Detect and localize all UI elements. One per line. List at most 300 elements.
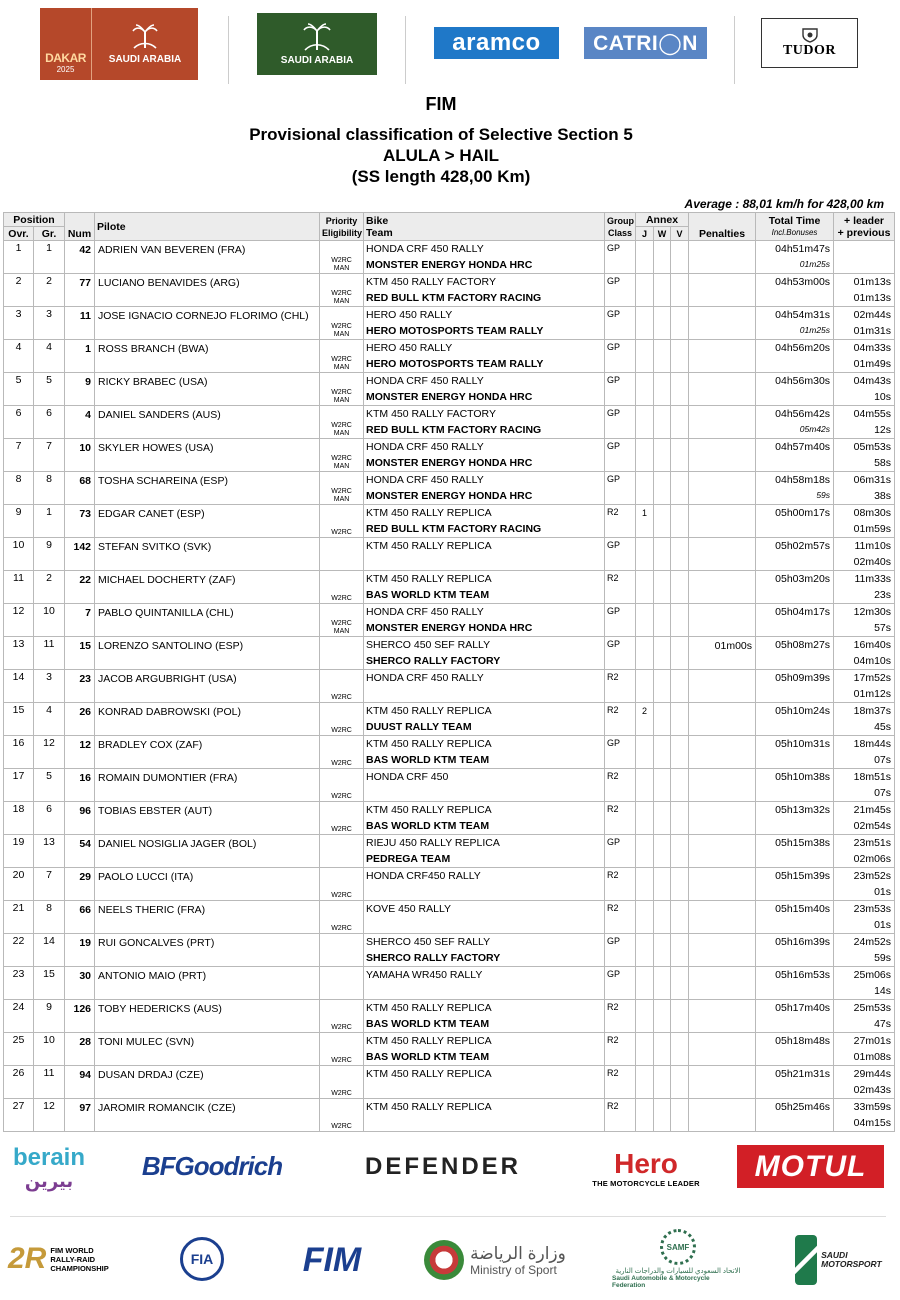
- group-class: GP: [605, 637, 636, 670]
- gr-header: Gr.: [34, 227, 65, 241]
- annex-j: [636, 604, 654, 637]
- bike-model: HONDA CRF 450 RALLY: [366, 441, 484, 453]
- gap-to-leader: 04m33s: [853, 342, 892, 354]
- gap-to-previous: 47s: [874, 1018, 892, 1030]
- total-time: 04h53m00s: [775, 276, 831, 288]
- team-name: BAS WORLD KTM TEAM: [366, 589, 490, 601]
- tudor-logo-word: TUDOR: [782, 43, 837, 58]
- group-position: 8: [34, 901, 65, 934]
- annex-j: [636, 571, 654, 604]
- defender-logo: DEFENDER: [364, 1153, 521, 1180]
- group-position: 2: [34, 571, 65, 604]
- race-number: 126: [65, 1000, 95, 1033]
- gap-cell: [834, 769, 895, 802]
- table-row: [4, 670, 895, 703]
- gap-to-previous: 07s: [874, 787, 892, 799]
- table-row: [4, 769, 895, 802]
- overall-position: 2: [4, 274, 34, 307]
- bike-model: KTM 450 RALLY REPLICA: [366, 1002, 492, 1014]
- total-time-cell: [756, 406, 834, 439]
- race-number: 29: [65, 868, 95, 901]
- gap-to-leader: 23m51s: [853, 837, 892, 849]
- eligibility-code: MAN: [333, 495, 350, 503]
- bike-team-cell: [364, 736, 605, 769]
- gap-cell: [834, 1066, 895, 1099]
- priority-eligibility: [320, 637, 364, 670]
- race-number: 4: [65, 406, 95, 439]
- total-time-cell: [756, 241, 834, 274]
- priority-eligibility: [320, 868, 364, 901]
- total-time-cell: [756, 1000, 834, 1033]
- race-number: 22: [65, 571, 95, 604]
- gap-to-previous: 02m43s: [853, 1084, 892, 1096]
- previous-gap-label: + previous: [837, 226, 891, 239]
- priority-code: W2RC: [331, 1023, 352, 1031]
- overall-position: 5: [4, 373, 34, 406]
- group-class-header: [605, 213, 636, 241]
- gap-to-leader: 33m59s: [853, 1101, 892, 1113]
- total-time-cell: [756, 802, 834, 835]
- bike-team-cell: [364, 868, 605, 901]
- annex-v: [671, 868, 689, 901]
- gap-cell: [834, 538, 895, 571]
- priority-eligibility: [320, 967, 364, 1000]
- priority-eligibility: [320, 406, 364, 439]
- penalties: [689, 670, 756, 703]
- gap-cell: [834, 604, 895, 637]
- tudor-logo: [761, 18, 858, 68]
- total-time: 05h15m40s: [775, 903, 831, 915]
- annex-w: [654, 373, 671, 406]
- eligibility-code: MAN: [333, 462, 350, 470]
- gap-to-leader: 27m01s: [853, 1035, 892, 1047]
- group-class: GP: [605, 406, 636, 439]
- gap-cell: [834, 274, 895, 307]
- gap-header: [834, 213, 895, 241]
- overall-position: 9: [4, 505, 34, 538]
- race-number: 54: [65, 835, 95, 868]
- table-row: [4, 274, 895, 307]
- hero-logo: [592, 1140, 700, 1196]
- overall-position: 18: [4, 802, 34, 835]
- overall-position: 23: [4, 967, 34, 1000]
- eligibility-code: MAN: [333, 627, 350, 635]
- bonus-time: 05m42s: [799, 424, 831, 434]
- group-class: R2: [605, 868, 636, 901]
- group-position: 11: [34, 1066, 65, 1099]
- priority-eligibility: [320, 835, 364, 868]
- logo-divider: [228, 16, 229, 84]
- bike-model: KTM 450 RALLY REPLICA: [366, 1101, 492, 1113]
- annex-w: [654, 472, 671, 505]
- gap-to-previous: 58s: [874, 457, 892, 469]
- annex-w: [654, 703, 671, 736]
- bike-team-header: [364, 213, 605, 241]
- gap-to-leader: 04m43s: [853, 375, 892, 387]
- bike-team-cell: [364, 538, 605, 571]
- total-time: 05h10m24s: [775, 705, 831, 717]
- penalties: [689, 1066, 756, 1099]
- rally-raid-logo-text: FIM WORLD RALLY-RAID CHAMPIONSHIP: [50, 1245, 109, 1273]
- total-time: 05h04m17s: [775, 606, 831, 618]
- priority-eligibility: [320, 1000, 364, 1033]
- gap-to-leader: 12m30s: [853, 606, 892, 618]
- overall-position: 19: [4, 835, 34, 868]
- bike-team-cell: [364, 835, 605, 868]
- eligibility-code: MAN: [333, 297, 350, 305]
- annex-j: [636, 241, 654, 274]
- pilot-name: PABLO QUINTANILLA (CHL): [95, 604, 320, 637]
- total-time-cell: [756, 637, 834, 670]
- table-row: [4, 736, 895, 769]
- annex-j-header: J: [636, 227, 654, 241]
- bike-team-cell: [364, 604, 605, 637]
- gap-cell: [834, 637, 895, 670]
- ministry-emblem-icon: [424, 1240, 464, 1280]
- gap-to-previous: 02m54s: [853, 820, 892, 832]
- federation-logo-row: [0, 1222, 900, 1294]
- bonuses-label: Incl.Bonuses: [771, 227, 818, 237]
- priority-eligibility: [320, 538, 364, 571]
- gap-cell: [834, 835, 895, 868]
- bfgoodrich-logo: BFGoodrich: [141, 1150, 283, 1181]
- team-name: SHERCO RALLY FACTORY: [366, 952, 501, 964]
- saudi-motorsport-text: SAUDI MOTORSPORT: [821, 1250, 882, 1269]
- bike-model: HONDA CRF 450 RALLY: [366, 672, 484, 684]
- race-number: 77: [65, 274, 95, 307]
- overall-position: 16: [4, 736, 34, 769]
- priority-eligibility: [320, 274, 364, 307]
- gap-cell: [834, 505, 895, 538]
- annex-j: [636, 1000, 654, 1033]
- total-time: 04h58m18s: [775, 474, 831, 486]
- overall-position: 27: [4, 1099, 34, 1132]
- group-position: 1: [34, 505, 65, 538]
- group-class: R2: [605, 670, 636, 703]
- annex-j: [636, 637, 654, 670]
- team-name: MONSTER ENERGY HONDA HRC: [366, 457, 533, 469]
- table-row: [4, 307, 895, 340]
- gap-cell: [834, 736, 895, 769]
- bike-model: RIEJU 450 RALLY REPLICA: [366, 837, 500, 849]
- penalties: [689, 241, 756, 274]
- race-number: 68: [65, 472, 95, 505]
- pilot-name: BRADLEY COX (ZAF): [95, 736, 320, 769]
- ovr-header: Ovr.: [4, 227, 34, 241]
- gap-to-leader: 29m44s: [853, 1068, 892, 1080]
- gap-to-leader: 21m45s: [853, 804, 892, 816]
- priority-code: W2RC: [331, 1056, 352, 1064]
- gap-to-leader: 25m53s: [853, 1002, 892, 1014]
- annex-j: [636, 868, 654, 901]
- bike-team-cell: [364, 571, 605, 604]
- sponsor-divider: [10, 1216, 886, 1217]
- annex-w: [654, 340, 671, 373]
- bike-model: KTM 450 RALLY REPLICA: [366, 573, 492, 585]
- pilot-name: ROMAIN DUMONTIER (FRA): [95, 769, 320, 802]
- pilot-name: DANIEL SANDERS (AUS): [95, 406, 320, 439]
- bike-team-cell: [364, 802, 605, 835]
- race-number: 97: [65, 1099, 95, 1132]
- gap-to-previous: 14s: [874, 985, 892, 997]
- annex-w: [654, 604, 671, 637]
- table-row: [4, 505, 895, 538]
- annex-j: [636, 274, 654, 307]
- annex-j: 1: [636, 505, 654, 538]
- table-row: [4, 340, 895, 373]
- annex-j: [636, 406, 654, 439]
- annex-j: [636, 439, 654, 472]
- priority-eligibility: [320, 373, 364, 406]
- group-class: GP: [605, 472, 636, 505]
- bike-team-cell: [364, 373, 605, 406]
- priority-eligibility: [320, 703, 364, 736]
- group-position: 9: [34, 538, 65, 571]
- group-class: R2: [605, 703, 636, 736]
- eligibility-code: MAN: [333, 264, 350, 272]
- annex-w: [654, 769, 671, 802]
- table-row: [4, 604, 895, 637]
- total-time-cell: [756, 736, 834, 769]
- total-time: 05h17m40s: [775, 1002, 831, 1014]
- saudi-motorsport-logo: [795, 1232, 887, 1288]
- priority-eligibility: [320, 505, 364, 538]
- annex-v: [671, 505, 689, 538]
- samf-emblem-icon: [660, 1229, 696, 1265]
- gap-to-previous: 01s: [874, 886, 892, 898]
- total-time-cell: [756, 670, 834, 703]
- annex-w: [654, 1000, 671, 1033]
- overall-position: 25: [4, 1033, 34, 1066]
- gap-to-leader: 18m51s: [853, 771, 892, 783]
- annex-w: [654, 835, 671, 868]
- annex-w: [654, 637, 671, 670]
- berain-logo-ar: بيرين: [24, 1171, 74, 1191]
- motul-logo: MOTUL: [737, 1145, 884, 1188]
- penalties: [689, 1099, 756, 1132]
- table-row: [4, 703, 895, 736]
- ministry-of-sport-logo: [424, 1232, 566, 1288]
- annex-w: [654, 274, 671, 307]
- gap-to-previous: 01m08s: [853, 1051, 892, 1063]
- pilot-name: JACOB ARGUBRIGHT (USA): [95, 670, 320, 703]
- gap-to-leader: 06m31s: [853, 474, 892, 486]
- dakar-logo-region: SAUDI ARABIA: [108, 53, 182, 65]
- race-number: 23: [65, 670, 95, 703]
- group-class: R2: [605, 1033, 636, 1066]
- annex-v: [671, 901, 689, 934]
- priority-eligibility: [320, 604, 364, 637]
- annex-v: [671, 340, 689, 373]
- penalties: [689, 901, 756, 934]
- bike-model: HONDA CRF450 RALLY: [366, 870, 481, 882]
- rose-shield-icon: [801, 27, 819, 43]
- ministry-name-en: Ministry of Sport: [470, 1262, 557, 1277]
- total-time-cell: [756, 340, 834, 373]
- total-time: 04h57m40s: [775, 441, 831, 453]
- penalties: [689, 505, 756, 538]
- overall-position: 8: [4, 472, 34, 505]
- priority-eligibility: [320, 901, 364, 934]
- total-time-cell: [756, 703, 834, 736]
- classification-title: Provisional classification of Selective Section 5: [249, 125, 633, 144]
- annex-w: [654, 670, 671, 703]
- annex-v: [671, 472, 689, 505]
- group-position: 6: [34, 406, 65, 439]
- annex-j: [636, 967, 654, 1000]
- pilot-name: EDGAR CANET (ESP): [95, 505, 320, 538]
- bike-model: KTM 450 RALLY REPLICA: [366, 507, 492, 519]
- penalties: [689, 439, 756, 472]
- annex-v: [671, 1099, 689, 1132]
- total-time-cell: [756, 274, 834, 307]
- race-number: 12: [65, 736, 95, 769]
- annex-w: [654, 967, 671, 1000]
- logo-divider: [405, 16, 406, 84]
- group-class: GP: [605, 340, 636, 373]
- gap-cell: [834, 472, 895, 505]
- team-name: MONSTER ENERGY HONDA HRC: [366, 622, 533, 634]
- table-row: [4, 967, 895, 1000]
- table-row: [4, 901, 895, 934]
- race-number: 66: [65, 901, 95, 934]
- penalties: [689, 703, 756, 736]
- bike-model: HERO 450 RALLY: [366, 342, 453, 354]
- penalties: [689, 307, 756, 340]
- total-time-cell: [756, 1099, 834, 1132]
- table-row: [4, 934, 895, 967]
- total-time: 05h13m32s: [775, 804, 831, 816]
- penalties: [689, 868, 756, 901]
- priority-eligibility: [320, 802, 364, 835]
- total-time-cell: [756, 868, 834, 901]
- gap-cell: [834, 340, 895, 373]
- group-class: GP: [605, 274, 636, 307]
- group-position: 6: [34, 802, 65, 835]
- bike-team-cell: [364, 439, 605, 472]
- rally-raid-championship-logo: [8, 1234, 116, 1284]
- bike-team-cell: [364, 637, 605, 670]
- priority-eligibility: [320, 736, 364, 769]
- bike-model: YAMAHA WR450 RALLY: [366, 969, 483, 981]
- pilot-name: NEELS THERIC (FRA): [95, 901, 320, 934]
- group-class: R2: [605, 571, 636, 604]
- samf-name-en: Saudi Automobile & Motorcycle Federation: [612, 1275, 710, 1289]
- annex-v-header: V: [671, 227, 689, 241]
- total-time-cell: [756, 505, 834, 538]
- gap-to-previous: 02m06s: [853, 853, 892, 865]
- penalties: [689, 406, 756, 439]
- table-row: [4, 538, 895, 571]
- table-row: [4, 1099, 895, 1132]
- table-header-row: [4, 213, 895, 227]
- annex-j: [636, 802, 654, 835]
- penalties: [689, 967, 756, 1000]
- gap-to-leader: 25m06s: [853, 969, 892, 981]
- overall-position: 12: [4, 604, 34, 637]
- annex-j: [636, 1099, 654, 1132]
- penalties: [689, 340, 756, 373]
- gap-cell: [834, 1099, 895, 1132]
- gap-to-leader: 23m52s: [853, 870, 892, 882]
- annex-w: [654, 868, 671, 901]
- total-time-cell: [756, 472, 834, 505]
- total-time-cell: [756, 1033, 834, 1066]
- gap-to-previous: 01m31s: [853, 325, 892, 337]
- annex-j: [636, 901, 654, 934]
- bike-team-cell: [364, 901, 605, 934]
- fia-globe-icon: [180, 1237, 224, 1281]
- gap-to-previous: 01m49s: [853, 358, 892, 370]
- pilot-name: TOBIAS EBSTER (AUT): [95, 802, 320, 835]
- fim-logo: FIM: [302, 1240, 362, 1279]
- pilot-name: KONRAD DABROWSKI (POL): [95, 703, 320, 736]
- total-time-cell: [756, 1066, 834, 1099]
- gap-cell: [834, 1033, 895, 1066]
- total-time: 05h08m27s: [775, 639, 831, 651]
- group-class: GP: [605, 538, 636, 571]
- fia-logo: [172, 1237, 232, 1281]
- group-position: 7: [34, 868, 65, 901]
- priority-code: W2RC: [331, 620, 352, 627]
- annex-v: [671, 670, 689, 703]
- group-position: 11: [34, 637, 65, 670]
- group-position: 5: [34, 373, 65, 406]
- gap-to-previous: 04m15s: [853, 1117, 892, 1129]
- annex-v: [671, 274, 689, 307]
- penalties: [689, 373, 756, 406]
- annex-j: [636, 340, 654, 373]
- pilot-name: TOSHA SCHAREINA (ESP): [95, 472, 320, 505]
- team-name: RED BULL KTM FACTORY RACING: [366, 292, 542, 304]
- bike-team-cell: [364, 406, 605, 439]
- annex-v: [671, 373, 689, 406]
- annex-j: [636, 736, 654, 769]
- bike-model: KTM 450 RALLY FACTORY: [366, 276, 496, 288]
- pilot-name: DANIEL NOSIGLIA JAGER (BOL): [95, 835, 320, 868]
- annex-j: 2: [636, 703, 654, 736]
- table-row: [4, 1033, 895, 1066]
- annex-v: [671, 1033, 689, 1066]
- gap-cell: [834, 802, 895, 835]
- annex-w: [654, 406, 671, 439]
- pilot-name: ADRIEN VAN BEVEREN (FRA): [95, 241, 320, 274]
- bike-model: HONDA CRF 450: [366, 771, 449, 783]
- penalties: [689, 835, 756, 868]
- gap-to-previous: 45s: [874, 721, 892, 733]
- total-time: 05h18m48s: [775, 1035, 831, 1047]
- race-number: 15: [65, 637, 95, 670]
- class-header: Class: [608, 227, 633, 238]
- team-name: MONSTER ENERGY HONDA HRC: [366, 259, 533, 271]
- bike-model: HONDA CRF 450 RALLY: [366, 243, 484, 255]
- penalties: [689, 472, 756, 505]
- annex-header: Annex: [636, 213, 689, 227]
- priority-code: W2RC: [331, 488, 352, 495]
- total-time-cell: [756, 934, 834, 967]
- group-class: GP: [605, 241, 636, 274]
- gap-to-leader: 24m52s: [853, 936, 892, 948]
- penalties-header: Penalties: [689, 213, 756, 241]
- total-time: 05h21m31s: [775, 1068, 831, 1080]
- annex-v: [671, 802, 689, 835]
- bike-team-cell: [364, 241, 605, 274]
- team-name: RED BULL KTM FACTORY RACING: [366, 523, 542, 535]
- annex-j: [636, 472, 654, 505]
- annex-j: [636, 670, 654, 703]
- priority-code: W2RC: [331, 726, 352, 734]
- group-class: R2: [605, 1000, 636, 1033]
